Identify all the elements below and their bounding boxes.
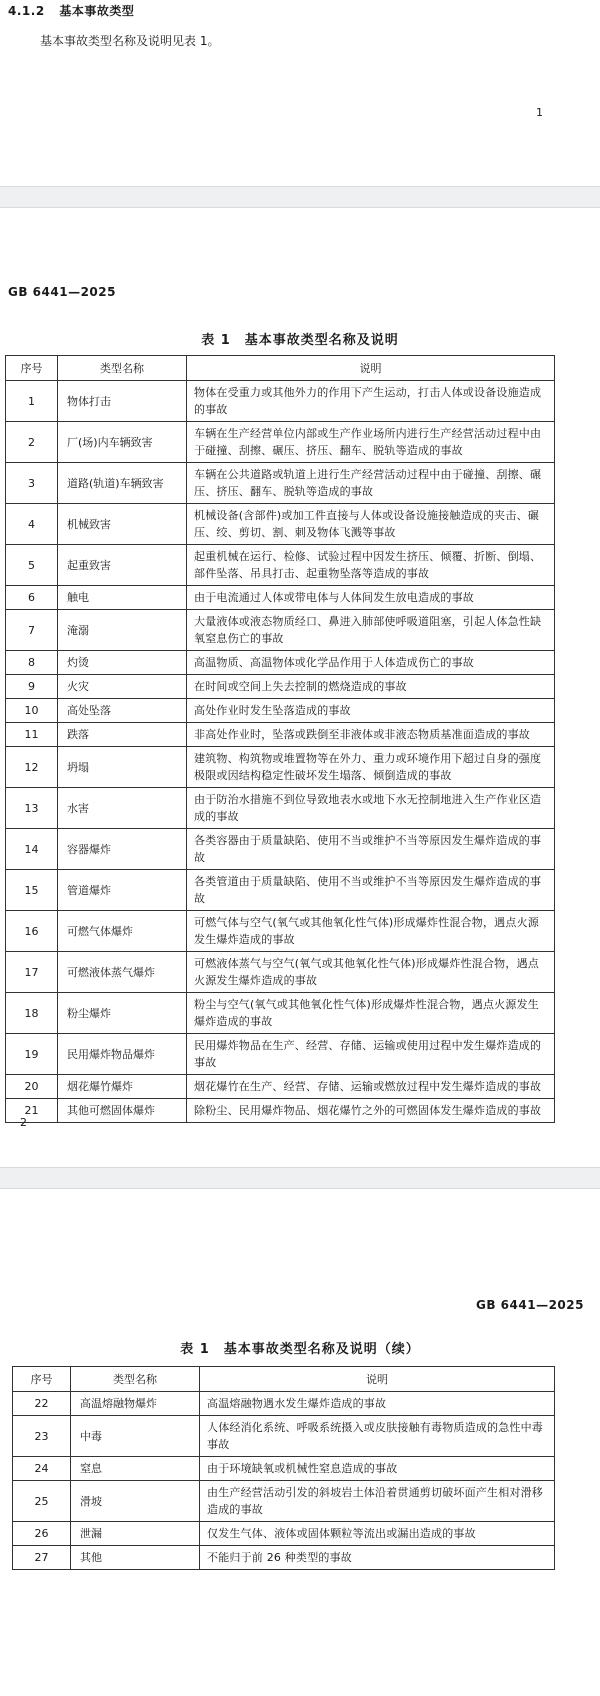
- accident-type-description: 在时间或空间上失去控制的燃烧造成的事故: [187, 675, 555, 699]
- table-row: [6, 699, 555, 723]
- table-caption: 表 1 基本事故类型名称及说明: [201, 333, 399, 348]
- accident-type-name: 中毒: [71, 1416, 200, 1457]
- column-header-name: 类型名称: [71, 1367, 200, 1392]
- accident-type-description: 车辆在生产经营单位内部或生产作业场所内进行生产经营活动过程中由于碰撞、刮擦、碾压、挤压、翻车、脱轨等造成的事故: [187, 422, 555, 463]
- table-row: [6, 1099, 555, 1123]
- accident-type-description: 起重机械在运行、检修、试验过程中因发生挤压、倾覆、折断、倒塌、部件坠落、吊具打击、起重物坠落等造成的事故: [187, 545, 555, 586]
- row-number: 23: [13, 1416, 71, 1457]
- row-number: 25: [13, 1481, 71, 1522]
- row-number: 26: [13, 1522, 71, 1546]
- table-row: [6, 788, 555, 829]
- row-number: 5: [6, 545, 58, 586]
- accident-type-description: 车辆在公共道路或轨道上进行生产经营活动过程中由于碰撞、刮擦、碾压、挤压、翻车、脱轨等造成的事故: [187, 463, 555, 504]
- table-row: [6, 610, 555, 651]
- table-row: [13, 1546, 555, 1570]
- row-number: 10: [6, 699, 58, 723]
- accident-type-description: 高温熔融物遇水发生爆炸造成的事故: [200, 1392, 555, 1416]
- accident-type-name: 道路(轨道)车辆致害: [58, 463, 187, 504]
- table-row: [13, 1457, 555, 1481]
- accident-type-name: 物体打击: [58, 381, 187, 422]
- table-row: [6, 381, 555, 422]
- table-row: [6, 723, 555, 747]
- accident-type-description: 建筑物、构筑物或堆置物等在外力、重力或环境作用下超过自身的强度极限或因结构稳定性破坏发生塌落、倾倒造成的事故: [187, 747, 555, 788]
- accident-type-description: 人体经消化系统、呼吸系统摄入或皮肤接触有毒物质造成的急性中毒事故: [200, 1416, 555, 1457]
- page-number: 1: [536, 106, 543, 119]
- column-header-name: 类型名称: [58, 356, 187, 381]
- table-row: [6, 993, 555, 1034]
- row-number: 8: [6, 651, 58, 675]
- standard-code: GB 6441—2025: [476, 1298, 584, 1312]
- row-number: 4: [6, 504, 58, 545]
- accident-type-name: 可燃液体蒸气爆炸: [58, 952, 187, 993]
- accident-type-description: 大量液体或液态物质经口、鼻进入肺部使呼吸道阻塞，引起人体急性缺氧窒息伤亡的事故: [187, 610, 555, 651]
- accident-type-name: 管道爆炸: [58, 870, 187, 911]
- accident-type-name: 火灾: [58, 675, 187, 699]
- column-header-no: 序号: [6, 356, 58, 381]
- accident-type-name: 其他: [71, 1546, 200, 1570]
- row-number: 17: [6, 952, 58, 993]
- table-row: [6, 952, 555, 993]
- row-number: 16: [6, 911, 58, 952]
- row-number: 15: [6, 870, 58, 911]
- table-row: [6, 463, 555, 504]
- table-header-row: [13, 1367, 555, 1392]
- column-header-desc: 说明: [200, 1367, 555, 1392]
- accident-type-description: 各类管道由于质量缺陷、使用不当或维护不当等原因发生爆炸造成的事故: [187, 870, 555, 911]
- column-header-no: 序号: [13, 1367, 71, 1392]
- accident-type-description: 由生产经营活动引发的斜坡岩土体沿着贯通剪切破坏面产生相对滑移造成的事故: [200, 1481, 555, 1522]
- accident-type-description: 不能归于前 26 种类型的事故: [200, 1546, 555, 1570]
- standard-code: GB 6441—2025: [8, 285, 116, 299]
- accident-type-name: 厂(场)内车辆致害: [58, 422, 187, 463]
- column-header-desc: 说明: [187, 356, 555, 381]
- table-row: [6, 586, 555, 610]
- row-number: 11: [6, 723, 58, 747]
- accident-type-description: 非高处作业时，坠落或跌倒至非液体或非液态物质基准面造成的事故: [187, 723, 555, 747]
- accident-type-description: 除粉尘、民用爆炸物品、烟花爆竹之外的可燃固体发生爆炸造成的事故: [187, 1099, 555, 1123]
- accident-type-name: 机械致害: [58, 504, 187, 545]
- section-number: 4.1.2: [8, 4, 45, 18]
- accident-type-name: 水害: [58, 788, 187, 829]
- accident-type-table: [5, 355, 555, 1123]
- section-title: 基本事故类型: [59, 4, 135, 18]
- table-row: [6, 422, 555, 463]
- page-separator: [0, 186, 600, 208]
- row-number: 14: [6, 829, 58, 870]
- row-number: 2: [6, 422, 58, 463]
- row-number: 24: [13, 1457, 71, 1481]
- accident-type-description: 民用爆炸物品在生产、经营、存储、运输或使用过程中发生爆炸造成的事故: [187, 1034, 555, 1075]
- table-row: [6, 829, 555, 870]
- accident-type-description: 由于电流通过人体或带电体与人体间发生放电造成的事故: [187, 586, 555, 610]
- accident-type-description: 烟花爆竹在生产、经营、存储、运输或燃放过程中发生爆炸造成的事故: [187, 1075, 555, 1099]
- accident-type-description: 各类容器由于质量缺陷、使用不当或维护不当等原因发生爆炸造成的事故: [187, 829, 555, 870]
- row-number: 20: [6, 1075, 58, 1099]
- accident-type-table-continued: [12, 1366, 555, 1570]
- accident-type-description: 由于环境缺氧或机械性窒息造成的事故: [200, 1457, 555, 1481]
- accident-type-name: 其他可燃固体爆炸: [58, 1099, 187, 1123]
- row-number: 6: [6, 586, 58, 610]
- section-heading: [8, 2, 134, 19]
- row-number: 19: [6, 1034, 58, 1075]
- accident-type-description: 机械设备(含部件)或加工件直接与人体或设备设施接触造成的夹击、碾压、绞、剪切、割、刺及物体飞溅等事故: [187, 504, 555, 545]
- row-number: 12: [6, 747, 58, 788]
- table-row: [6, 675, 555, 699]
- page-separator: [0, 1167, 600, 1189]
- accident-type-name: 灼烫: [58, 651, 187, 675]
- row-number: 27: [13, 1546, 71, 1570]
- row-number: 22: [13, 1392, 71, 1416]
- table-row: [6, 504, 555, 545]
- page-number: 2: [20, 1116, 27, 1129]
- table-row: [13, 1416, 555, 1457]
- accident-type-name: 跌落: [58, 723, 187, 747]
- row-number: 18: [6, 993, 58, 1034]
- accident-type-name: 高处坠落: [58, 699, 187, 723]
- accident-type-name: 坍塌: [58, 747, 187, 788]
- row-number: 9: [6, 675, 58, 699]
- row-number: 21: [6, 1099, 58, 1123]
- accident-type-name: 窒息: [71, 1457, 200, 1481]
- accident-type-name: 触电: [58, 586, 187, 610]
- accident-type-description: 由于防治水措施不到位导致地表水或地下水无控制地进入生产作业区造成的事故: [187, 788, 555, 829]
- row-number: 1: [6, 381, 58, 422]
- table-row: [13, 1522, 555, 1546]
- table-row: [13, 1392, 555, 1416]
- accident-type-name: 烟花爆竹爆炸: [58, 1075, 187, 1099]
- accident-type-name: 起重致害: [58, 545, 187, 586]
- table-row: [6, 545, 555, 586]
- row-number: 3: [6, 463, 58, 504]
- accident-type-description: 物体在受重力或其他外力的作用下产生运动，打击人体或设备设施造成的事故: [187, 381, 555, 422]
- table-row: [6, 1034, 555, 1075]
- accident-type-description: 可燃气体与空气(氧气或其他氧化性气体)形成爆炸性混合物，遇点火源发生爆炸造成的事故: [187, 911, 555, 952]
- accident-type-name: 可燃气体爆炸: [58, 911, 187, 952]
- table-caption: 表 1 基本事故类型名称及说明（续）: [180, 1342, 420, 1357]
- accident-type-name: 高温熔融物爆炸: [71, 1392, 200, 1416]
- table-row: [6, 870, 555, 911]
- table-row: [6, 1075, 555, 1099]
- accident-type-name: 泄漏: [71, 1522, 200, 1546]
- accident-type-name: 民用爆炸物品爆炸: [58, 1034, 187, 1075]
- accident-type-name: 粉尘爆炸: [58, 993, 187, 1034]
- accident-type-name: 淹溺: [58, 610, 187, 651]
- row-number: 13: [6, 788, 58, 829]
- table-row: [6, 651, 555, 675]
- accident-type-description: 可燃液体蒸气与空气(氧气或其他氧化性气体)形成爆炸性混合物，遇点火源发生爆炸造成的事故: [187, 952, 555, 993]
- section-paragraph: 基本事故类型名称及说明见表 1。: [40, 34, 220, 48]
- table-header-row: [6, 356, 555, 381]
- accident-type-description: 高处作业时发生坠落造成的事故: [187, 699, 555, 723]
- accident-type-description: 仅发生气体、液体或固体颗粒等流出或漏出造成的事故: [200, 1522, 555, 1546]
- accident-type-name: 容器爆炸: [58, 829, 187, 870]
- table-row: [6, 747, 555, 788]
- table-row: [13, 1481, 555, 1522]
- accident-type-description: 高温物质、高温物体或化学品作用于人体造成伤亡的事故: [187, 651, 555, 675]
- accident-type-description: 粉尘与空气(氧气或其他氧化性气体)形成爆炸性混合物，遇点火源发生爆炸造成的事故: [187, 993, 555, 1034]
- table-row: [6, 911, 555, 952]
- row-number: 7: [6, 610, 58, 651]
- accident-type-name: 滑坡: [71, 1481, 200, 1522]
